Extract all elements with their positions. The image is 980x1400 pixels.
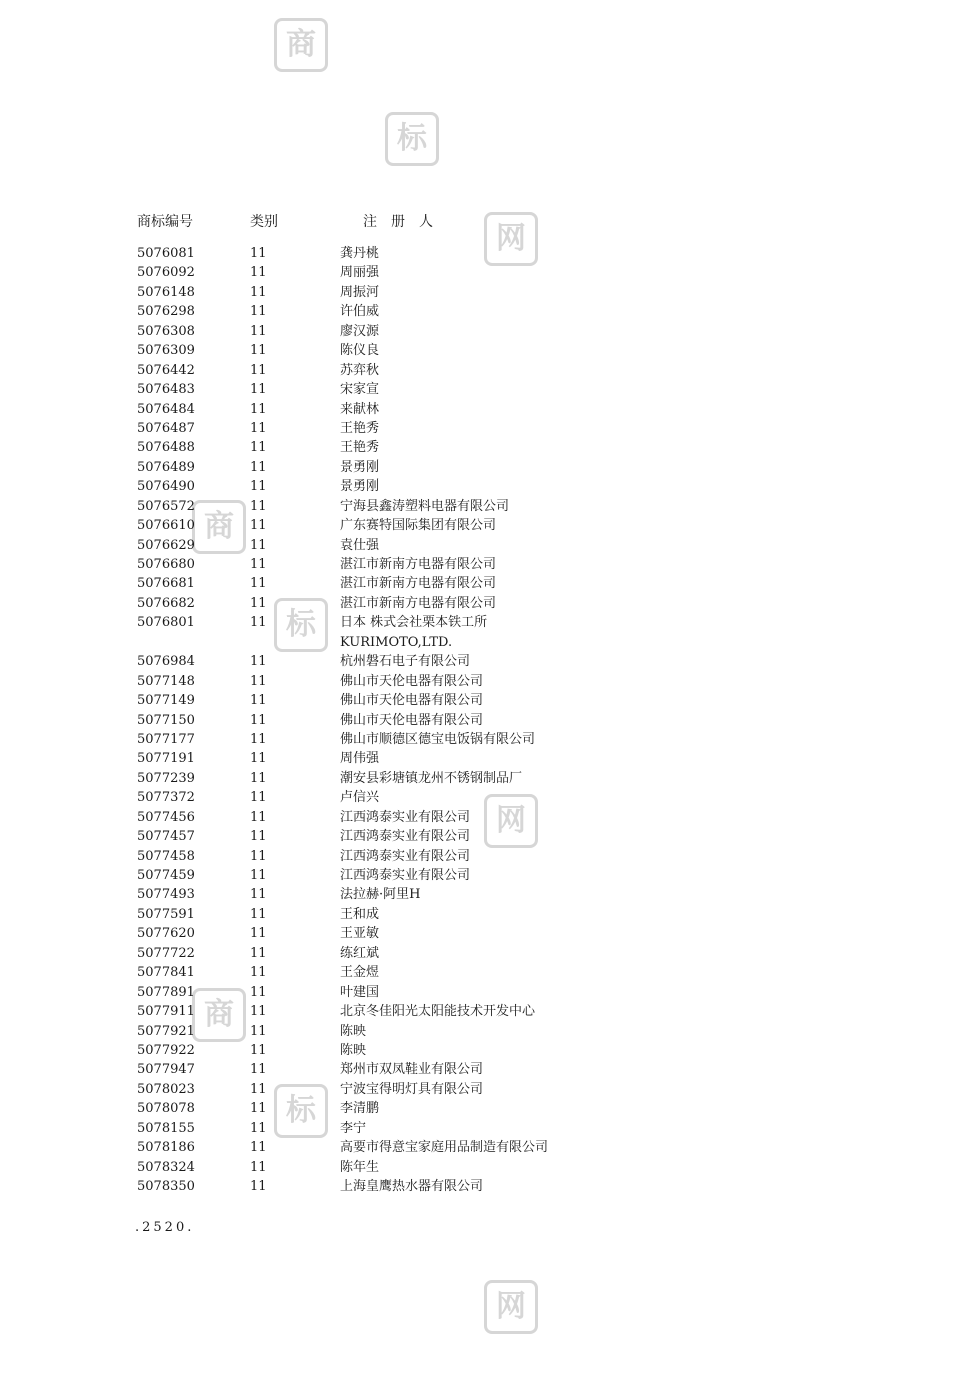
registrant-cell: 广东赛特国际集团有限公司	[340, 518, 497, 534]
trademark-number: 5078078	[137, 1101, 195, 1117]
table-row	[137, 361, 737, 380]
trademark-number: 5076681	[137, 576, 195, 592]
page-number: .2520.	[135, 1220, 195, 1235]
class-cell: 11	[250, 829, 267, 845]
class-cell: 11	[250, 790, 267, 806]
trademark-number: 5076490	[137, 479, 195, 495]
watermark-stamp: 标	[385, 112, 439, 166]
registrant-cell: 江西鸿泰实业有限公司	[340, 848, 471, 864]
trademark-number: 5077191	[137, 751, 195, 767]
registrant-cell: 佛山市天伦电器有限公司	[340, 712, 484, 728]
registrant-cell: 李清鹏	[340, 1101, 380, 1117]
table-row	[137, 555, 737, 574]
table-row	[137, 497, 737, 516]
table-row	[137, 283, 737, 302]
table-row	[137, 516, 737, 535]
trademark-number: 5078186	[137, 1140, 195, 1156]
class-cell: 11	[250, 965, 267, 981]
table-row	[137, 808, 737, 827]
registrant-cell: 宁海县鑫涛塑料电器有限公司	[340, 498, 510, 514]
class-cell: 11	[250, 1023, 267, 1039]
class-cell: 11	[250, 362, 267, 378]
trademark-number: 5077177	[137, 731, 195, 747]
class-cell: 11	[250, 479, 267, 495]
registrant-cell: 练红斌	[340, 945, 380, 961]
class-cell: 11	[250, 1042, 267, 1058]
class-cell: 11	[250, 945, 267, 961]
trademark-number: 5077891	[137, 984, 195, 1000]
trademark-number: 5076610	[137, 518, 195, 534]
class-cell: 11	[250, 246, 267, 261]
registrant-cell: KURIMOTO,LTD.	[340, 634, 453, 650]
trademark-number: 5077911	[137, 1004, 195, 1020]
trademark-number: 5077150	[137, 712, 195, 728]
table-row	[137, 244, 737, 263]
table-row	[137, 866, 737, 885]
table-row	[137, 788, 737, 807]
class-cell: 11	[250, 906, 267, 922]
trademark-number: 5077947	[137, 1062, 195, 1078]
trademark-number: 5076484	[137, 401, 195, 417]
class-cell: 11	[250, 1004, 267, 1020]
table-row	[137, 944, 737, 963]
trademark-number: 5077722	[137, 945, 195, 961]
table-row	[137, 672, 737, 691]
column-header-registrant: 注 册 人	[363, 214, 433, 230]
registration-table	[137, 244, 737, 1196]
class-cell: 11	[250, 809, 267, 825]
table-row	[137, 1002, 737, 1021]
registrant-cell: 江西鸿泰实业有限公司	[340, 829, 471, 845]
trademark-number: 5078155	[137, 1120, 195, 1136]
class-cell: 11	[250, 459, 267, 475]
registrant-cell: 袁仕强	[340, 537, 380, 553]
watermark-stamp: 商	[192, 988, 246, 1042]
class-cell: 11	[250, 1062, 267, 1078]
table-row	[137, 341, 737, 360]
trademark-number: 5077457	[137, 829, 195, 845]
registrant-cell: 卢信兴	[340, 790, 380, 806]
table-row	[137, 847, 737, 866]
registrant-cell: 法拉赫·阿里H	[340, 887, 421, 903]
class-cell: 11	[250, 868, 267, 883]
table-row	[137, 536, 737, 555]
registrant-cell: 叶建国	[340, 984, 380, 1000]
trademark-number: 5076308	[137, 323, 195, 339]
watermark-stamp: 商	[192, 500, 246, 554]
column-header-trademark-no: 商标编号	[137, 214, 193, 230]
registrant-cell: 景勇刚	[340, 479, 380, 495]
class-cell: 11	[250, 401, 267, 417]
registrant-cell: 王亚敏	[340, 926, 380, 942]
trademark-number: 5077149	[137, 693, 195, 709]
trademark-number: 5076488	[137, 440, 195, 456]
watermark-stamp: 网	[484, 794, 538, 848]
registrant-cell: 陈年生	[340, 1159, 380, 1175]
class-cell: 11	[250, 284, 267, 300]
registrant-cell: 王和成	[340, 906, 380, 922]
table-row	[137, 263, 737, 282]
table-row	[137, 1080, 737, 1099]
table-row	[137, 302, 737, 321]
class-cell: 11	[250, 265, 267, 281]
trademark-number: 5077841	[137, 965, 195, 981]
trademark-number: 5078324	[137, 1159, 195, 1175]
registrant-cell: 廖汉源	[340, 323, 380, 339]
class-cell: 11	[250, 557, 267, 572]
class-cell: 11	[250, 848, 267, 864]
registrant-cell: 日本 株式会社栗本铁工所	[340, 615, 488, 631]
table-row	[137, 749, 737, 768]
trademark-number: 5076148	[137, 284, 195, 300]
registrant-cell: 宋家宣	[340, 382, 380, 398]
registrant-cell: 来献林	[340, 401, 380, 417]
table-row	[137, 1119, 737, 1138]
trademark-number: 5077620	[137, 926, 195, 942]
class-cell: 11	[250, 576, 267, 592]
registrant-cell: 陈仪良	[340, 343, 380, 359]
trademark-number: 5076487	[137, 420, 195, 436]
class-cell: 11	[250, 887, 267, 903]
class-cell: 11	[250, 537, 267, 553]
table-row	[137, 963, 737, 982]
registrant-cell: 湛江市新南方电器有限公司	[340, 595, 497, 611]
registrant-cell: 宁波宝得明灯具有限公司	[340, 1081, 484, 1097]
class-cell: 11	[250, 323, 267, 339]
registrant-cell: 许伯威	[340, 304, 380, 320]
table-row	[137, 400, 737, 419]
registrant-cell: 北京冬佳阳光太阳能技术开发中心	[340, 1004, 536, 1020]
trademark-number: 5076682	[137, 595, 195, 611]
table-row	[137, 613, 737, 632]
table-row	[137, 380, 737, 399]
registrant-cell: 高要市得意宝家庭用品制造有限公司	[340, 1140, 549, 1156]
table-row	[137, 1060, 737, 1079]
trademark-number: 5077921	[137, 1023, 195, 1039]
class-cell: 11	[250, 984, 267, 1000]
class-cell: 11	[250, 343, 267, 359]
trademark-number: 5077148	[137, 673, 195, 689]
watermark-stamp: 标	[274, 1084, 328, 1138]
class-cell: 11	[250, 615, 267, 631]
registrant-cell: 佛山市天伦电器有限公司	[340, 673, 484, 689]
class-cell: 11	[250, 654, 267, 670]
trademark-number: 5077458	[137, 848, 195, 864]
trademark-number: 5077372	[137, 790, 195, 806]
registrant-cell: 湛江市新南方电器有限公司	[340, 557, 497, 572]
registrant-cell: 上海皇鹰热水器有限公司	[340, 1179, 484, 1194]
class-cell: 11	[250, 731, 267, 747]
registrant-cell: 陈映	[340, 1042, 367, 1058]
class-cell: 11	[250, 420, 267, 436]
class-cell: 11	[250, 518, 267, 534]
watermark-stamp: 商	[274, 18, 328, 72]
trademark-number: 5077922	[137, 1042, 195, 1058]
registrant-cell: 江西鸿泰实业有限公司	[340, 868, 471, 883]
class-cell: 11	[250, 595, 267, 611]
registrant-cell: 佛山市顺德区德宝电饭锅有限公司	[340, 731, 536, 747]
class-cell: 11	[250, 440, 267, 456]
registrant-cell: 景勇刚	[340, 459, 380, 475]
trademark-number: 5077239	[137, 770, 195, 786]
table-row	[137, 458, 737, 477]
registrant-cell: 苏弈秋	[340, 362, 380, 378]
registrant-cell: 杭州磐石电子有限公司	[340, 654, 471, 670]
table-row	[137, 1138, 737, 1157]
trademark-number: 5076309	[137, 343, 195, 359]
trademark-number: 5076442	[137, 362, 195, 378]
registrant-cell: 周丽强	[340, 265, 380, 281]
trademark-number: 5076629	[137, 537, 195, 553]
class-cell: 11	[250, 712, 267, 728]
table-row	[137, 1041, 737, 1060]
class-cell: 11	[250, 304, 267, 320]
table-row	[137, 419, 737, 438]
trademark-number: 5076081	[137, 246, 195, 261]
table-row	[137, 905, 737, 924]
class-cell: 11	[250, 498, 267, 514]
registrant-cell: 湛江市新南方电器有限公司	[340, 576, 497, 592]
trademark-number: 5077456	[137, 809, 195, 825]
registrant-cell: 潮安县彩塘镇龙州不锈钢制品厂	[340, 770, 523, 786]
registrant-cell: 王金煜	[340, 965, 380, 981]
table-row	[137, 1099, 737, 1118]
trademark-number: 5076801	[137, 615, 195, 631]
table-row	[137, 711, 737, 730]
table-row	[137, 477, 737, 496]
trademark-number: 5076092	[137, 265, 195, 281]
trademark-number: 5078350	[137, 1179, 195, 1194]
table-row	[137, 924, 737, 943]
registrant-cell: 郑州市双凤鞋业有限公司	[340, 1062, 484, 1078]
trademark-number: 5076572	[137, 498, 195, 514]
registrant-cell: 王艳秀	[340, 420, 380, 436]
column-header-class: 类别	[250, 214, 278, 230]
table-row	[137, 633, 737, 652]
table-row	[137, 322, 737, 341]
class-cell: 11	[250, 1140, 267, 1156]
registrant-cell: 李宁	[340, 1120, 367, 1136]
class-cell: 11	[250, 673, 267, 689]
class-cell: 11	[250, 1081, 267, 1097]
trademark-number: 5077591	[137, 906, 195, 922]
table-row	[137, 574, 737, 593]
trademark-number: 5077459	[137, 868, 195, 883]
table-row	[137, 827, 737, 846]
class-cell: 11	[250, 751, 267, 767]
class-cell: 11	[250, 1120, 267, 1136]
table-row	[137, 1022, 737, 1041]
class-cell: 11	[250, 926, 267, 942]
class-cell: 11	[250, 1159, 267, 1175]
trademark-number: 5076984	[137, 654, 195, 670]
class-cell: 11	[250, 693, 267, 709]
registrant-cell: 佛山市天伦电器有限公司	[340, 693, 484, 709]
table-row	[137, 438, 737, 457]
registrant-cell: 周振河	[340, 284, 380, 300]
trademark-number: 5078023	[137, 1081, 195, 1097]
registrant-cell: 王艳秀	[340, 440, 380, 456]
table-row	[137, 594, 737, 613]
registrant-cell: 周伟强	[340, 751, 380, 767]
watermark-stamp: 网	[484, 212, 538, 266]
table-row	[137, 983, 737, 1002]
registrant-cell: 龚丹桃	[340, 246, 380, 261]
class-cell: 11	[250, 1101, 267, 1117]
watermark-stamp: 网	[484, 1280, 538, 1334]
watermark-stamp: 标	[274, 598, 328, 652]
trademark-number: 5076298	[137, 304, 195, 320]
registrant-cell: 陈映	[340, 1023, 367, 1039]
class-cell: 11	[250, 382, 267, 398]
table-row	[137, 769, 737, 788]
table-row	[137, 730, 737, 749]
trademark-number: 5077493	[137, 887, 195, 903]
table-row	[137, 885, 737, 904]
table-row	[137, 652, 737, 671]
table-row	[137, 1158, 737, 1177]
trademark-number: 5076680	[137, 557, 195, 572]
class-cell: 11	[250, 1179, 267, 1194]
table-row	[137, 1177, 737, 1196]
class-cell: 11	[250, 770, 267, 786]
table-row	[137, 691, 737, 710]
registrant-cell: 江西鸿泰实业有限公司	[340, 809, 471, 825]
trademark-number: 5076483	[137, 382, 195, 398]
trademark-number: 5076489	[137, 459, 195, 475]
